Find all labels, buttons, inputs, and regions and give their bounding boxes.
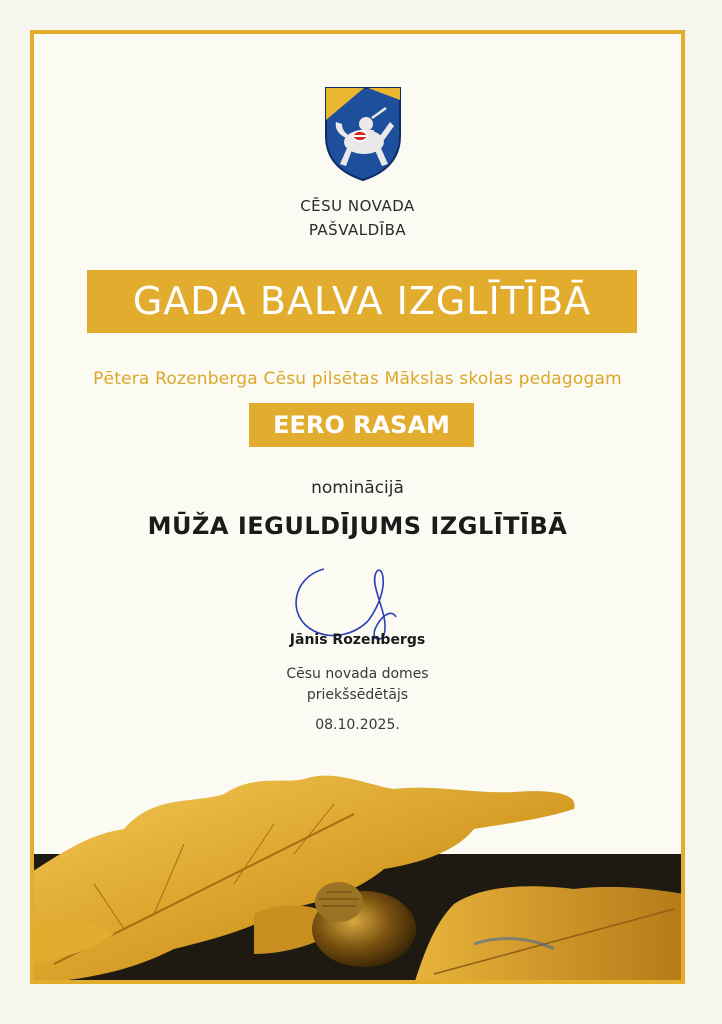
organization-name-line1: CĒSU NOVADA [300,197,415,215]
nomination-label: nominācijā [311,478,404,498]
nomination-title: MŪŽA IEGULDĪJUMS IZGLĪTĪBĀ [147,512,568,540]
award-title-banner: GADA BALVA IZGLĪTĪBĀ [87,270,637,333]
signatory-role-line1: Cēsu novada domes [286,666,429,682]
signatory-name: Jānis Rozenbergs [289,632,426,648]
certificate-frame [30,30,685,984]
coat-of-arms-icon [324,86,402,182]
signature-date: 08.10.2025. [315,717,400,733]
recipient-intro: Pētera Rozenberga Cēsu pilsētas Mākslas skolas pedagogam [93,369,622,389]
oak-leaves-acorn-illustration [34,734,681,984]
organization-name-line2: PAŠVALDĪBA [308,221,407,239]
signatory-role-line2: priekšsēdētājs [306,687,409,703]
recipient-name: EERO RASAM [249,403,474,447]
